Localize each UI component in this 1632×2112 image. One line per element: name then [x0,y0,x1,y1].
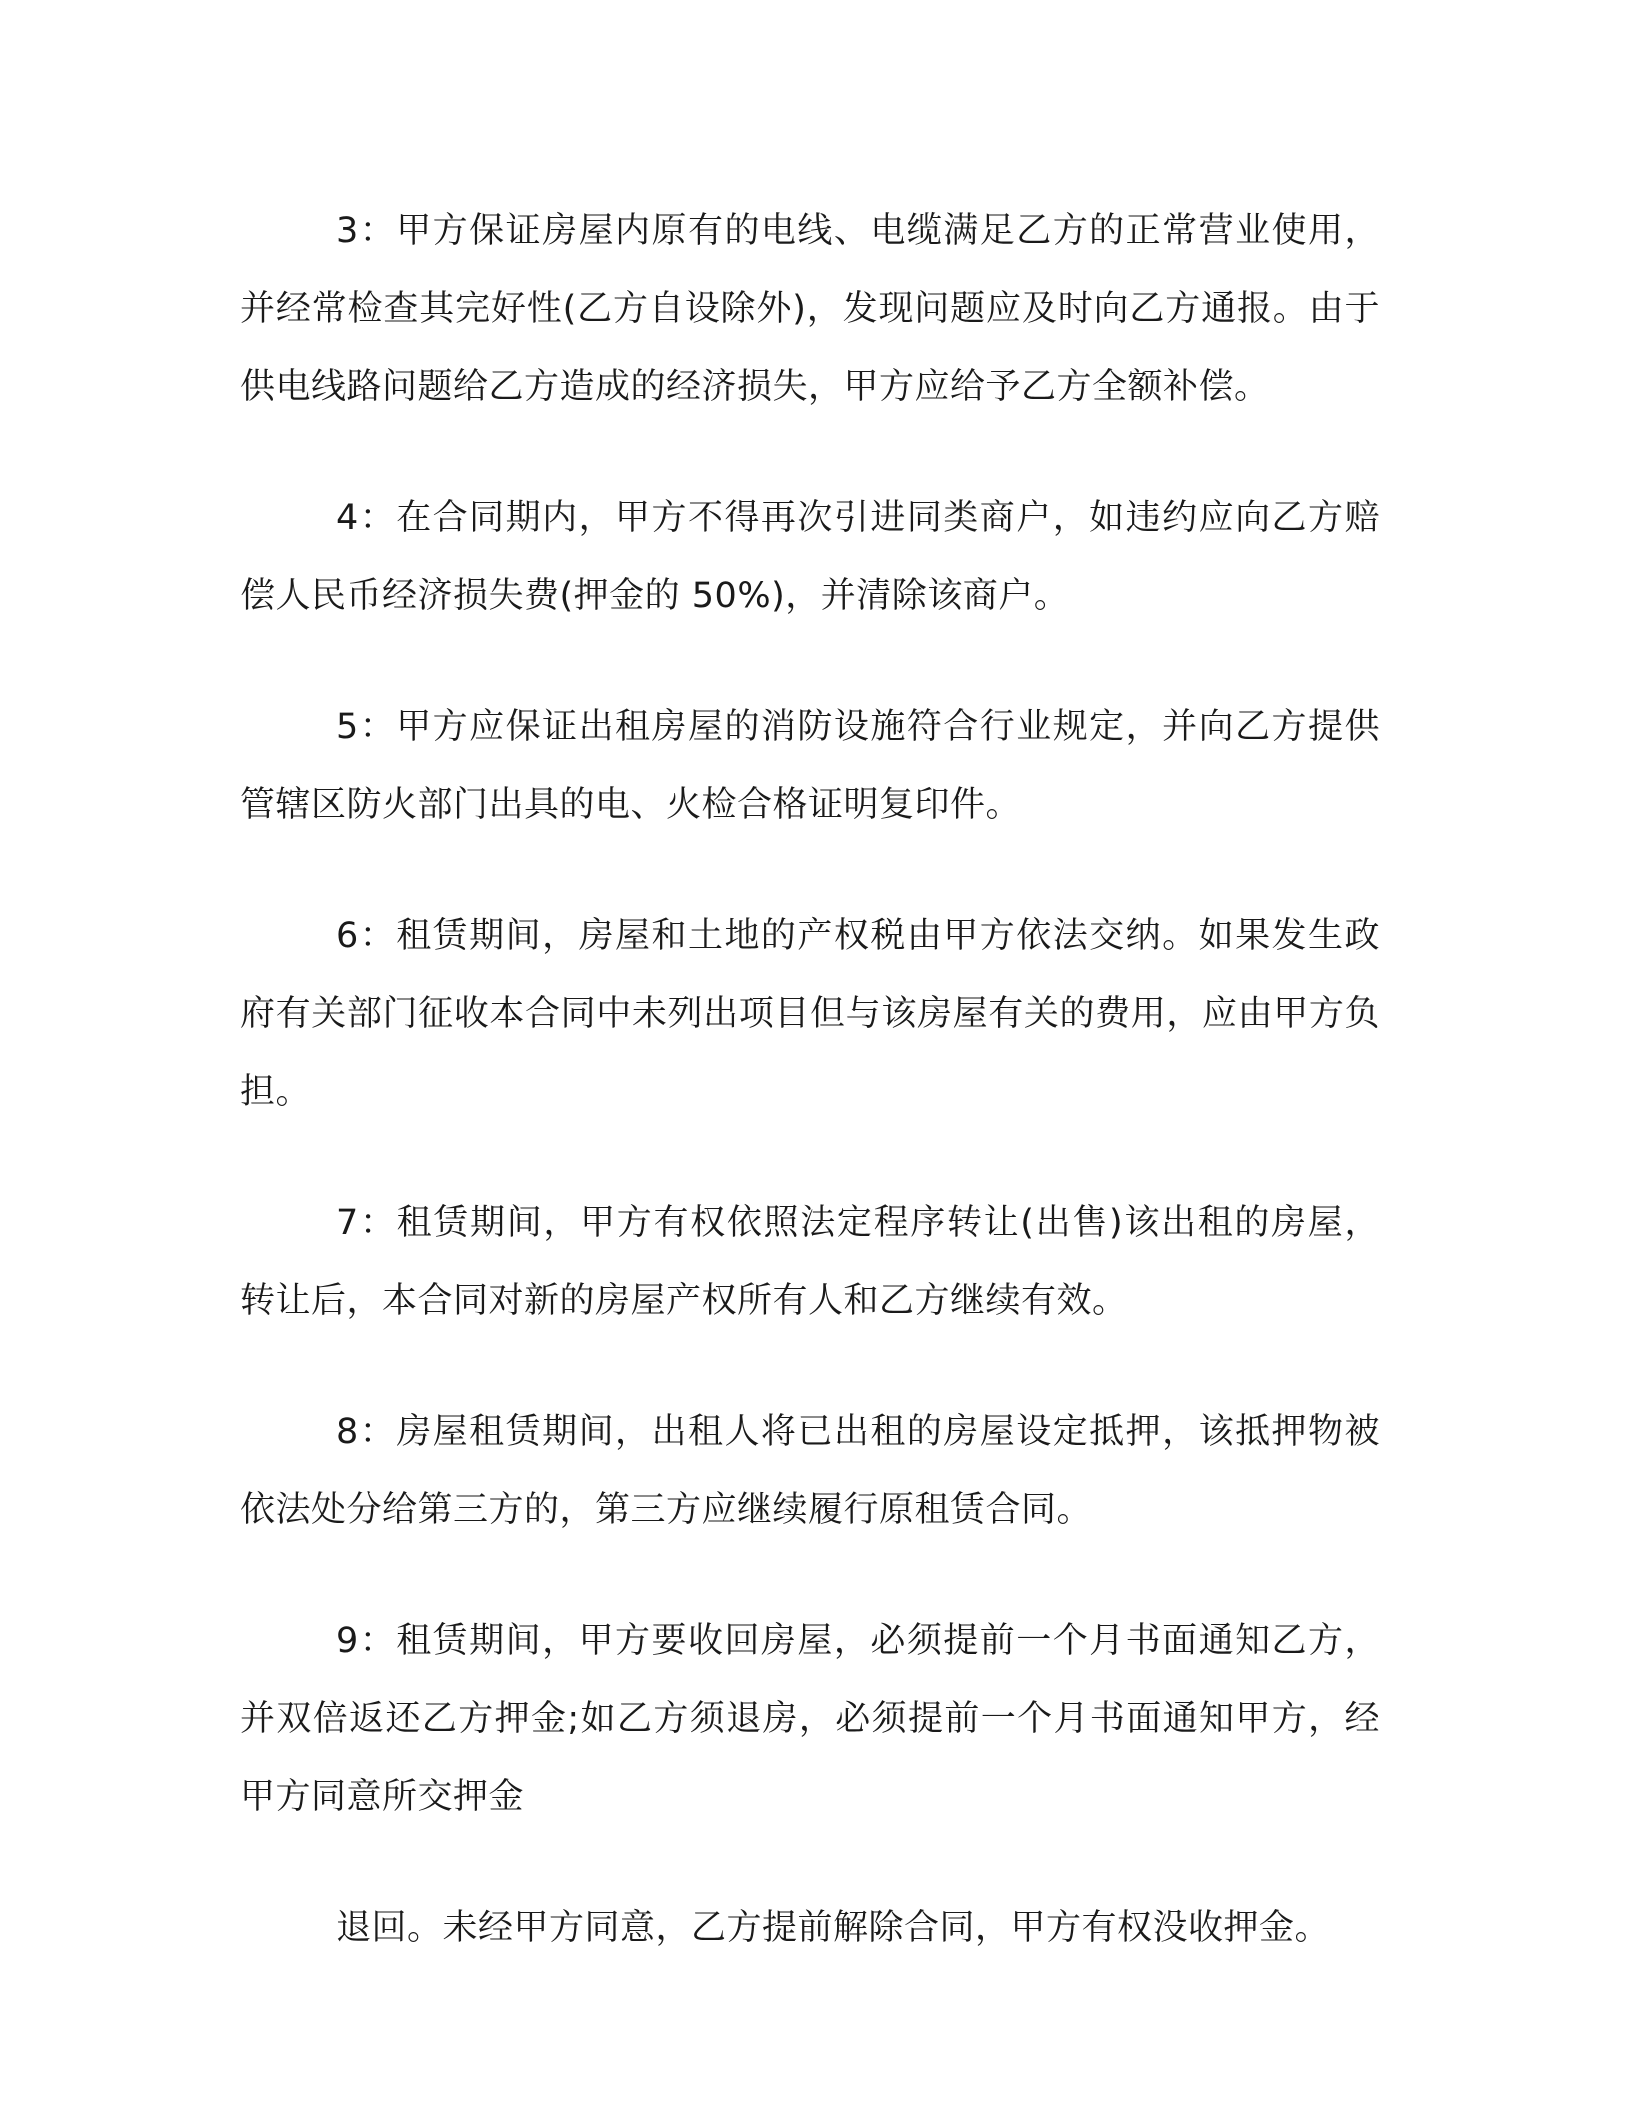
clause-9-continuation: 退回。未经甲方同意，乙方提前解除合同，甲方有权没收押金。 [336,1908,1331,1948]
clause-7: 7：租赁期间，甲方有权依照法定程序转让(出售)该出租的房屋，转让后，本合同对新的房屋产权所有人和乙方继续有效。 [240,1203,1380,1321]
clause-3: 3：甲方保证房屋内原有的电线、电缆满足乙方的正常营业使用，并经常检查其完好性(乙方自设除外)，发现问题应及时向乙方通报。由于供电线路问题给乙方造成的经济损失，甲方应给予乙方全额补偿。 [240,211,1380,407]
clause-4: 4：在合同期内，甲方不得再次引进同类商户，如违约应向乙方赔偿人民币经济损失费(押金的 50%)，并清除该商户。 [240,498,1380,616]
clause-5: 5：甲方应保证出租房屋的消防设施符合行业规定，并向乙方提供管辖区防火部门出具的电、火检合格证明复印件。 [240,707,1380,825]
clause-8: 8：房屋租赁期间，出租人将已出租的房屋设定抵押，该抵押物被依法处分给第三方的，第三方应继续履行原租赁合同。 [240,1412,1380,1530]
clause-9: 9：租赁期间，甲方要收回房屋，必须提前一个月书面通知乙方，并双倍返还乙方押金;如乙方须退房，必须提前一个月书面通知甲方，经甲方同意所交押金 [240,1621,1380,1817]
clause-6: 6：租赁期间，房屋和土地的产权税由甲方依法交纳。如果发生政府有关部门征收本合同中未列出项目但与该房屋有关的费用，应由甲方负担。 [240,916,1380,1112]
document-body [240,192,1380,2019]
